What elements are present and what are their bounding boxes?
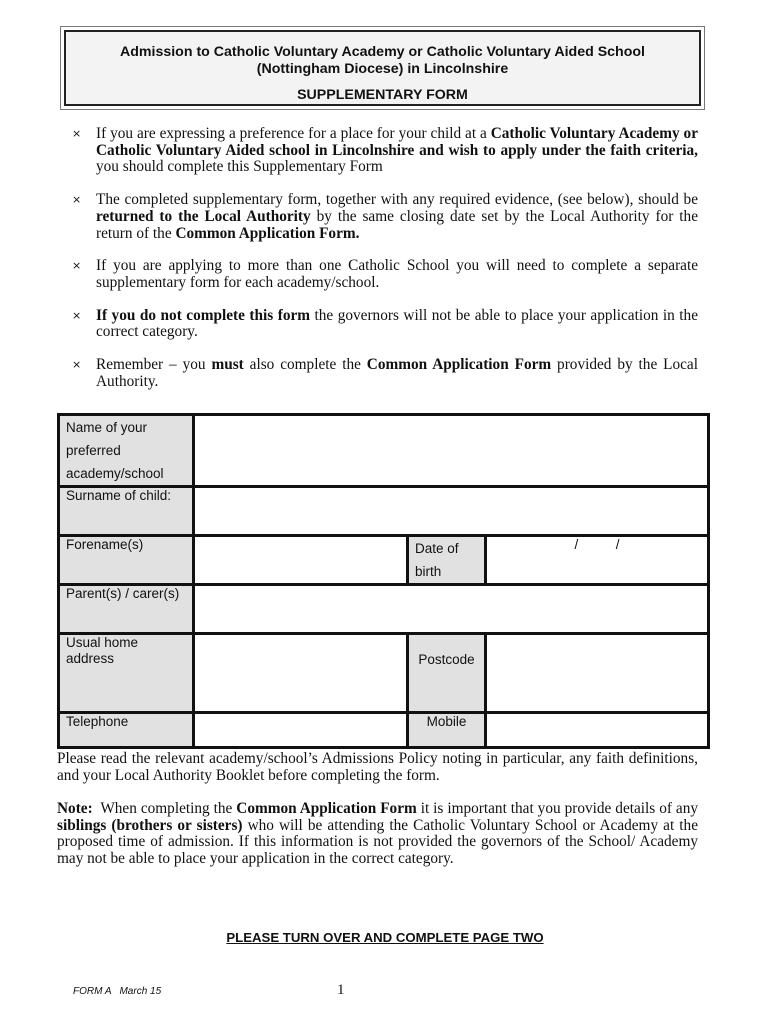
note-paragraph (57, 801, 698, 868)
instruction-text: also complete the (243, 356, 367, 374)
page-number: 1 (337, 982, 345, 998)
mobile-label: Mobile (408, 713, 486, 748)
instruction-text-bold: Common Application Form. (175, 224, 360, 242)
note-label: Note: (57, 800, 93, 817)
footer-form-id (73, 986, 161, 997)
instructions-list (72, 126, 698, 406)
form-header-box (60, 26, 705, 110)
instruction-text: by the same closing date set by the Local Authority for the return of the (96, 207, 698, 242)
instruction-text-bold: If you do not complete this form (96, 306, 311, 324)
cross-bullet-icon: × (72, 308, 82, 322)
form-title-line2: (Nottingham Diocese) in Lincolnshire (256, 61, 509, 77)
cross-bullet-icon: × (72, 127, 82, 140)
address-field[interactable] (194, 634, 408, 713)
instruction-item (72, 192, 698, 242)
instruction-text-bold: Common Application Form (366, 356, 552, 374)
mobile-field[interactable] (486, 713, 709, 748)
note-text: it is important that you provide details of any (416, 800, 698, 817)
surname-field[interactable] (194, 487, 709, 536)
form-title-line1: Admission to Catholic Voluntary Academy or Catholic Voluntary Aided School (119, 44, 645, 60)
instruction-item (72, 126, 698, 176)
cross-bullet-icon: × (72, 358, 82, 372)
table-row (59, 634, 709, 713)
cross-bullet-icon: × (72, 193, 82, 207)
instruction-text-bold: must (211, 356, 244, 374)
note-text: When completing the (92, 800, 237, 817)
table-row (59, 585, 709, 634)
instruction-text: Remember – you (96, 356, 212, 374)
forenames-label: Forename(s) (59, 536, 194, 585)
postcode-label: Postcode (408, 634, 486, 713)
instruction-text: the governors will not be able to place your application in the correct category. (96, 306, 698, 341)
instruction-text: provided by the Local Authority. (96, 356, 698, 390)
preferred-school-label (59, 415, 194, 487)
applicant-details-table (57, 413, 710, 749)
table-row (59, 536, 709, 585)
label-line: Usual home (66, 635, 139, 650)
read-policy-paragraph: Please read the relevant academy/school’s Admissions Policy noting in particular, any faith definitions, and your Local Authority Booklet before completing the form. (57, 750, 698, 784)
form-subtitle: SUPPLEMENTARY FORM (297, 87, 468, 103)
label-line: Date of (415, 541, 459, 556)
postcode-field[interactable] (486, 634, 709, 713)
instruction-text: you should complete this Supplementary Form (96, 158, 383, 176)
note-text-bold: Common Application Form (236, 800, 417, 817)
instruction-item (72, 308, 698, 341)
forenames-field[interactable] (194, 536, 408, 585)
parents-label: Parent(s) / carer(s) (59, 585, 194, 634)
dob-field[interactable] (486, 536, 709, 585)
footer-form-id-text: FORM A March 15 (73, 986, 162, 997)
cross-bullet-icon: × (72, 259, 82, 273)
dob-label (408, 536, 486, 585)
table-row (59, 415, 709, 487)
instruction-text: The completed supplementary form, together with any required evidence, (see below), should be (96, 191, 698, 209)
dob-separators: / / (574, 537, 620, 552)
surname-label: Surname of child: (59, 487, 194, 536)
instruction-item (72, 258, 698, 291)
instruction-text: If you are applying to more than one Catholic School you will need to complete a separate supplementary form for each academy/school. (96, 257, 698, 291)
instruction-text-bold: Catholic Voluntary Academy or Catholic Voluntary Aided school in Lincolnshire and wish to apply under the faith criteria, (96, 125, 698, 159)
label-line: address (66, 651, 115, 666)
label-line: academy/school (66, 466, 164, 481)
label-line: Name of your (66, 420, 148, 435)
instruction-text-bold: returned to the Local Authority (96, 207, 311, 225)
label-line: birth (415, 564, 442, 579)
telephone-field[interactable] (194, 713, 408, 748)
parents-field[interactable] (194, 585, 709, 634)
note-text: who will be attending the Catholic Voluntary School or Academy at the proposed time of admission. If this information is not provided the governors of the School/ Academy may not be able to place your application in the correct category. (57, 816, 698, 868)
label-line: preferred (66, 443, 121, 458)
telephone-label: Telephone (59, 713, 194, 748)
note-text-bold: siblings (brothers or sisters) (57, 816, 243, 834)
turn-over-notice: PLEASE TURN OVER AND COMPLETE PAGE TWO (226, 930, 544, 945)
instruction-item (72, 357, 698, 390)
table-row (59, 713, 709, 748)
instruction-text: If you are expressing a preference for a place for your child at a (96, 125, 491, 142)
table-row (59, 487, 709, 536)
address-label (59, 634, 194, 713)
preferred-school-field[interactable] (194, 415, 709, 487)
form-title (66, 44, 699, 78)
form-header-inner (64, 30, 701, 106)
